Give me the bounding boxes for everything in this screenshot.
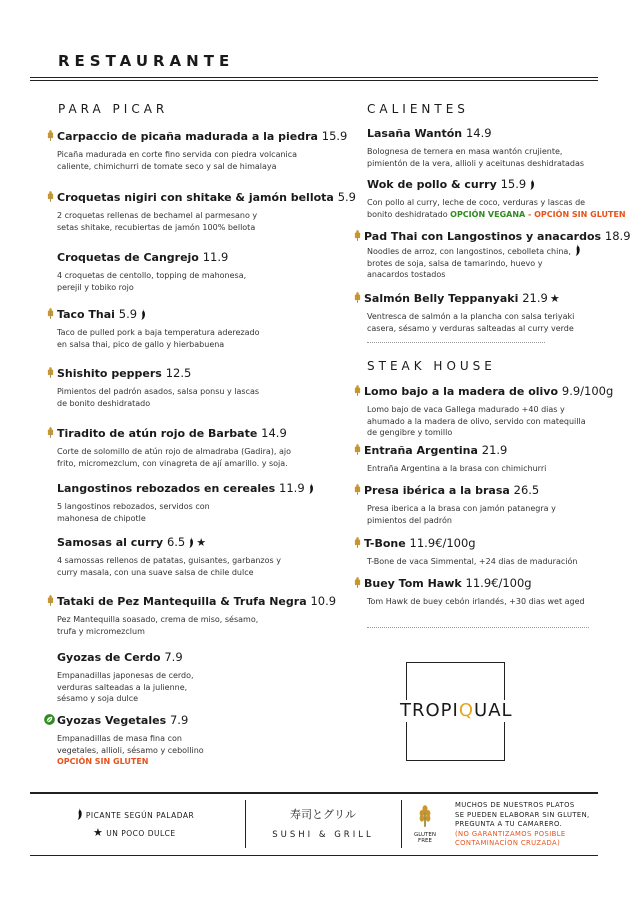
description-line: vegetales, allioli, sésamo y cebollino bbox=[57, 745, 204, 755]
gluten-free-icon bbox=[353, 385, 362, 396]
gluten-free-icon bbox=[46, 130, 55, 141]
description-line: Presa iberica a la brasa con jamón patanegra y bbox=[367, 504, 556, 513]
description-line: 4 croquetas de centollo, topping de mahonesa, bbox=[57, 271, 247, 280]
notice-line-warning: CONTAMINACÍON CRUZADA) bbox=[455, 839, 561, 847]
menu-item bbox=[57, 535, 281, 578]
menu-item bbox=[57, 650, 194, 705]
description-line: curry masala, con una suave salsa de chile dulce bbox=[57, 567, 254, 577]
description-line: casera, sésamo y verduras salteadas al curry verde bbox=[367, 323, 574, 333]
description-text: bonito deshidratado bbox=[367, 209, 448, 219]
gluten-free-option-note: OPCIÓN SIN GLUTEN bbox=[534, 209, 626, 219]
vegan-option-note: OPCIÓN VEGANA bbox=[450, 209, 526, 219]
description-line: de gengibre y tomillo bbox=[367, 428, 453, 437]
menu-item-price: 11.9 bbox=[202, 250, 229, 264]
note-separator: - bbox=[525, 209, 535, 219]
menu-item bbox=[46, 594, 336, 637]
legend-sweet-label: UN POCO DULCE bbox=[106, 829, 176, 838]
menu-item-name: Taco Thai bbox=[57, 308, 115, 321]
description-line: Noodles de arroz, con langostinos, cebolleta china, bbox=[367, 247, 571, 256]
menu-item-description bbox=[367, 311, 574, 334]
menu-item-name: Lasaña Wantón bbox=[367, 127, 463, 140]
section-heading-para-picar: PARA PICAR bbox=[58, 102, 169, 116]
description-line: Empanadillas japonesas de cerdo, bbox=[57, 671, 194, 680]
gluten-free-icon bbox=[46, 427, 55, 438]
page-title: RESTAURANTE bbox=[58, 52, 235, 70]
menu-item-name: Salmón Belly Teppanyaki bbox=[364, 292, 519, 305]
vegan-leaf-icon bbox=[44, 714, 55, 725]
dotted-divider bbox=[367, 342, 545, 343]
menu-item-price: 21.9 bbox=[481, 443, 508, 457]
description-line: Pez Mantequilla soasado, crema de miso, sésamo, bbox=[57, 615, 259, 624]
description-line: caliente, chimichurri de tomate seco y sal de himalaya bbox=[57, 161, 277, 171]
menu-item-price: 26.5 bbox=[513, 483, 540, 497]
menu-item-price: 9.9/100g bbox=[561, 384, 614, 398]
menu-item bbox=[367, 177, 626, 220]
menu-item-price: 11.9€/100g bbox=[465, 576, 532, 590]
menu-item bbox=[46, 426, 291, 469]
menu-item-name: Tiradito de atún rojo de Barbate bbox=[57, 427, 258, 440]
section-heading-calientes: CALIENTES bbox=[367, 102, 469, 116]
menu-item bbox=[46, 190, 356, 233]
description-line: Tom Hawk de buey cebón irlandés, +30 dias wet aged bbox=[367, 597, 585, 606]
menu-item-title bbox=[353, 384, 613, 398]
chili-icon bbox=[574, 244, 581, 256]
description-line: Ventresca de salmón a la plancha con salsa teriyaki bbox=[367, 312, 575, 321]
section-heading-steak-house: STEAK HOUSE bbox=[367, 359, 496, 373]
gluten-free-icon bbox=[46, 191, 55, 202]
menu-item-title bbox=[367, 177, 626, 191]
gluten-free-icon bbox=[46, 308, 55, 319]
menu-item-name: Croquetas de Cangrejo bbox=[57, 251, 199, 264]
menu-item-description bbox=[367, 246, 631, 281]
description-line: Empanadillas de masa fina con bbox=[57, 734, 182, 743]
menu-item-name: Pad Thai con Langostinos y anacardos bbox=[364, 230, 602, 243]
notice-line: PREGUNTA A TU CAMARERO. bbox=[455, 820, 563, 828]
menu-item-price: 5.9 bbox=[118, 307, 138, 321]
menu-item bbox=[353, 384, 613, 439]
menu-item-title bbox=[46, 307, 260, 321]
gluten-free-icon bbox=[353, 484, 362, 495]
menu-item-title bbox=[46, 129, 347, 143]
description-line: mahonesa de chipotle bbox=[57, 513, 146, 523]
description-line: pimientón de la vera, allioli y aceitunas deshidratadas bbox=[367, 158, 585, 168]
menu-item bbox=[353, 483, 556, 526]
description-line: Pimientos del padrón asados, salsa ponsu y lascas bbox=[57, 387, 260, 396]
gluten-free-icon bbox=[46, 595, 55, 606]
gluten-free-icon bbox=[353, 292, 362, 303]
menu-item bbox=[57, 481, 314, 524]
menu-item bbox=[57, 250, 246, 293]
description-line: frito, micromezclum, con vinagreta de ají amarillo. y soja. bbox=[57, 458, 288, 468]
chili-icon bbox=[76, 808, 83, 820]
star-icon: ★ bbox=[549, 292, 560, 305]
japanese-name: 寿司とグリル bbox=[290, 808, 356, 821]
gluten-free-badge-line-1: GLUTEN bbox=[413, 832, 437, 838]
menu-item-name: Carpaccio de picaña madurada a la piedra bbox=[57, 130, 318, 143]
menu-item-name: Gyozas de Cerdo bbox=[57, 651, 161, 664]
restaurant-logo bbox=[400, 700, 512, 722]
menu-item-description bbox=[57, 446, 291, 469]
header-divider-top bbox=[30, 77, 598, 78]
chili-icon bbox=[308, 483, 314, 494]
legend-spicy-label: PICANTE SEGÚN PALADAR bbox=[85, 811, 195, 820]
footer-separator bbox=[401, 800, 402, 848]
menu-item bbox=[44, 713, 204, 768]
menu-item-price: 7.9 bbox=[164, 650, 183, 664]
menu-item bbox=[353, 536, 577, 568]
menu-item-description bbox=[367, 596, 585, 608]
menu-item-title bbox=[46, 190, 356, 204]
menu-item-price: 14.9 bbox=[465, 126, 492, 140]
gluten-free-notice bbox=[455, 801, 590, 849]
menu-item-description bbox=[367, 503, 556, 526]
chili-icon bbox=[188, 537, 194, 548]
description-line: Lomo bajo de vaca Gallega madurado +40 dias y bbox=[367, 405, 565, 414]
logo-text-suffix: UAL bbox=[474, 700, 513, 721]
description-line bbox=[367, 209, 626, 221]
gluten-free-badge bbox=[412, 804, 438, 844]
menu-item-name: Shishito peppers bbox=[57, 367, 162, 380]
menu-item-title bbox=[57, 481, 314, 495]
menu-item-title bbox=[367, 126, 584, 140]
menu-item-name: Gyozas Vegetales bbox=[57, 714, 167, 727]
menu-item-description bbox=[57, 327, 260, 350]
gluten-free-icon bbox=[46, 367, 55, 378]
menu-item-title bbox=[353, 291, 574, 305]
menu-item-description bbox=[57, 670, 194, 705]
menu-item-name: Buey Tom Hawk bbox=[364, 577, 462, 590]
menu-item bbox=[353, 576, 585, 608]
gluten-free-icon bbox=[353, 230, 362, 241]
menu-item-title bbox=[353, 576, 585, 590]
gluten-free-icon bbox=[353, 537, 362, 548]
menu-item-description bbox=[57, 614, 336, 637]
menu-item-title bbox=[46, 366, 259, 380]
menu-item-description bbox=[367, 146, 584, 169]
description-line: anacardos tostados bbox=[367, 270, 446, 279]
logo-text-prefix: TROPI bbox=[400, 700, 459, 721]
star-icon: ★ bbox=[93, 826, 104, 839]
description-line: en salsa thai, pico de gallo y hierbabuena bbox=[57, 339, 225, 349]
menu-item-title bbox=[46, 594, 336, 608]
legend-spicy bbox=[76, 808, 194, 820]
notice-line-warning: (NO GARANTIZAMOS POSIBLE bbox=[455, 829, 566, 838]
menu-item-title bbox=[46, 426, 291, 440]
menu-item-title bbox=[353, 443, 546, 457]
menu-item-description bbox=[367, 463, 546, 475]
chili-icon bbox=[529, 179, 535, 190]
description-line: Taco de pulled pork a baja temperatura aderezado bbox=[57, 328, 260, 337]
wheat-icon bbox=[416, 804, 434, 828]
description-line: setas shitake, recubiertas de jamón 100% bellota bbox=[57, 222, 256, 232]
menu-item-name: Lomo bajo a la madera de olivo bbox=[364, 385, 559, 398]
menu-item-description bbox=[57, 733, 204, 768]
description-line: T-Bone de vaca Simmental, +24 dias de maduración bbox=[367, 557, 578, 566]
menu-item-title bbox=[353, 229, 631, 243]
menu-item-description bbox=[57, 555, 281, 578]
description-line: pimientos del padrón bbox=[367, 515, 452, 525]
sushi-grill-label: SUSHI & GRILL bbox=[272, 830, 374, 840]
menu-item-title bbox=[57, 650, 194, 664]
menu-item-description bbox=[57, 270, 246, 293]
description-line: 5 langostinos rebozados, servidos con bbox=[57, 502, 210, 511]
menu-item-price: 11.9 bbox=[279, 481, 305, 495]
menu-item bbox=[46, 366, 259, 409]
description-line: de bonito deshidratado bbox=[57, 398, 151, 408]
menu-item-description bbox=[367, 404, 613, 439]
menu-item-description bbox=[57, 386, 259, 409]
menu-item-price: 5.9 bbox=[337, 190, 356, 204]
menu-item-price: 14.9 bbox=[261, 426, 287, 440]
chili-icon bbox=[140, 309, 146, 320]
description-line: 2 croquetas rellenas de bechamel al parmesano y bbox=[57, 211, 258, 220]
legend-sweet bbox=[93, 826, 176, 839]
menu-item-price: 12.5 bbox=[165, 366, 192, 380]
description-line: verduras salteadas a la julienne, bbox=[57, 682, 188, 692]
menu-item-title bbox=[353, 536, 577, 550]
menu-item bbox=[367, 126, 584, 169]
logo-text-q: Q bbox=[458, 700, 475, 721]
menu-item-name: Croquetas nigiri con shitake & jamón bellota bbox=[57, 191, 334, 204]
description-line: Bolognesa de ternera en masa wantón crujiente, bbox=[367, 147, 563, 156]
menu-item-price: 15.9 bbox=[321, 129, 348, 143]
menu-item-name: Tataki de Pez Mantequilla & Trufa Negra bbox=[57, 595, 307, 608]
gluten-free-option-note: OPCIÓN SIN GLUTEN bbox=[57, 757, 149, 766]
menu-item-price: 18.9 bbox=[604, 229, 631, 243]
dotted-divider bbox=[367, 627, 589, 628]
menu-item-title bbox=[57, 250, 246, 264]
description-line: Picaña madurada en corte fino servida con piedra volcanica bbox=[57, 150, 298, 159]
description-line: Con pollo al curry, leche de coco, verduras y lascas de bbox=[367, 198, 586, 207]
gluten-free-icon bbox=[353, 444, 362, 455]
menu-item-price: 21.9 bbox=[522, 291, 548, 305]
description-line: 4 samossas rellenos de patatas, guisantes, garbanzos y bbox=[57, 556, 281, 565]
menu-item-name: T-Bone bbox=[364, 537, 406, 550]
menu-item-name: Langostinos rebozados en cereales bbox=[57, 482, 276, 495]
footer-divider-top bbox=[30, 792, 598, 794]
notice-line: SE PUEDEN ELABORAR SIN GLUTEN, bbox=[455, 810, 590, 819]
header-divider-bottom bbox=[30, 80, 598, 81]
menu-item-price: 11.9€/100g bbox=[409, 536, 476, 550]
description-line: ahumado a la madera de olivo, servido con matequilla bbox=[367, 416, 586, 426]
menu-item-price: 7.9 bbox=[169, 713, 189, 727]
notice-line: MUCHOS DE NUESTROS PLATOS bbox=[455, 801, 575, 809]
gluten-free-badge-line-2: FREE bbox=[418, 838, 432, 844]
menu-item bbox=[353, 443, 546, 475]
menu-item bbox=[46, 129, 347, 172]
menu-item-price: 15.9 bbox=[500, 177, 527, 191]
menu-item bbox=[353, 229, 631, 281]
star-icon: ★ bbox=[196, 536, 207, 549]
description-line: Entraña Argentina a la brasa con chimichurri bbox=[367, 464, 547, 473]
gluten-free-icon bbox=[353, 577, 362, 588]
footer-divider-bottom bbox=[30, 855, 598, 856]
menu-item bbox=[353, 291, 574, 334]
description-line: perejil y tobiko rojo bbox=[57, 282, 134, 292]
menu-item-description bbox=[367, 556, 577, 568]
menu-item-price: 6.5 bbox=[166, 535, 186, 549]
menu-item-name: Entraña Argentina bbox=[364, 444, 478, 457]
menu-item-description bbox=[367, 197, 626, 220]
menu-item-title bbox=[353, 483, 556, 497]
description-line: trufa y micromezclum bbox=[57, 626, 145, 636]
menu-item bbox=[46, 307, 260, 350]
description-line: brotes de soja, salsa de tamarindo, huevo y bbox=[367, 258, 543, 268]
menu-item-name: Samosas al curry bbox=[57, 536, 164, 549]
menu-item-description bbox=[57, 501, 314, 524]
menu-item-title bbox=[44, 713, 204, 727]
description-line: sésamo y soja dulce bbox=[57, 694, 139, 703]
menu-item-name: Wok de pollo & curry bbox=[367, 178, 497, 191]
menu-item-description bbox=[57, 210, 356, 233]
menu-item-price: 10.9 bbox=[310, 594, 337, 608]
menu-item-title bbox=[57, 535, 281, 549]
menu-item-description bbox=[57, 149, 347, 172]
description-line: Corte de solomillo de atún rojo de almadraba (Gadira), ajo bbox=[57, 447, 292, 456]
menu-item-name: Presa ibérica a la brasa bbox=[364, 484, 510, 497]
